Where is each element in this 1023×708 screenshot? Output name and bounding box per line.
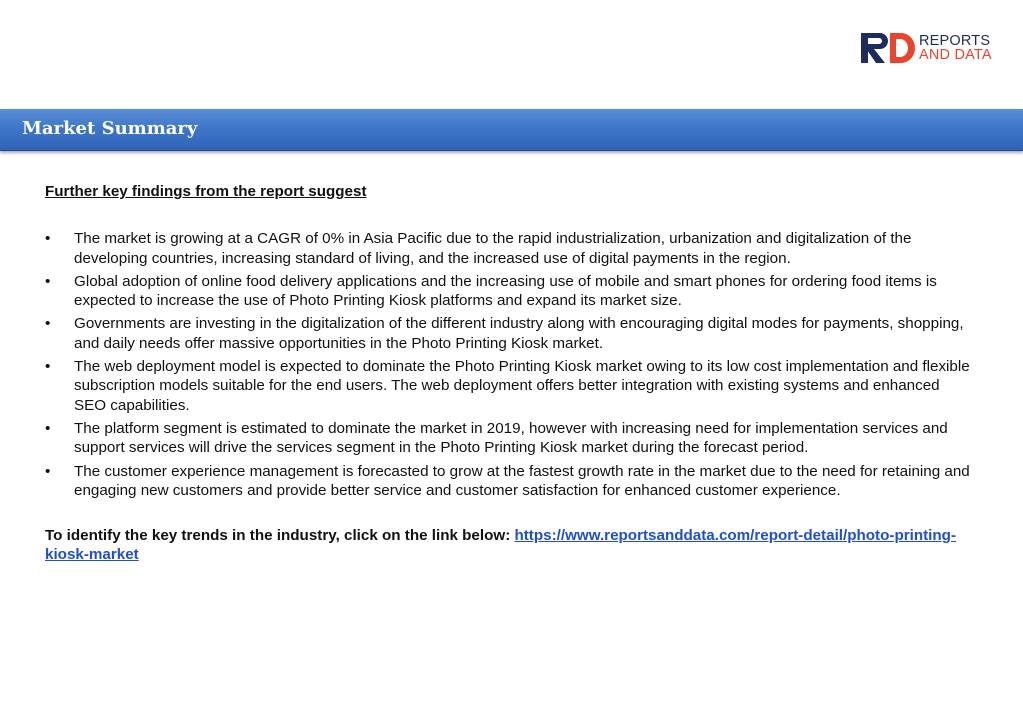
bullet-icon: •: [45, 230, 51, 248]
bullet-icon: •: [45, 358, 51, 376]
section-banner: [0, 109, 1023, 151]
finding-text: The customer experience management is forecasted to grow at the fastest growth rate in the market due to the need for retaining and engaging new customers and provide better service and customer satisfaction for enhanced customer experience.: [74, 462, 970, 499]
finding-text: Governments are investing in the digitalization of the different industry along with encouraging digital modes for payments, shopping, and daily needs offer massive opportunities in the Photo Printing Kiosk market.: [74, 315, 964, 352]
findings-list: [45, 229, 975, 500]
list-item: [45, 229, 975, 268]
report-link[interactable]: https://www.reportsanddata.com/report-detail/photo-printing-kiosk-market: [45, 527, 957, 564]
bullet-icon: •: [45, 419, 51, 437]
list-item: [45, 272, 975, 311]
logo-line-reports: REPORTS: [919, 33, 991, 49]
list-item: [45, 314, 975, 353]
list-item: [45, 462, 975, 501]
logo-line-and-data: AND DATA: [919, 47, 992, 63]
findings-subheading: Further key findings from the report suggest: [45, 183, 367, 200]
finding-text: The platform segment is estimated to dominate the market in 2019, however with increasing need for implementation services and support services will drive the services segment in the Photo Printing Kiosk market during the forecast period.: [74, 419, 948, 457]
cta-text: To identify the key trends in the industry, click on the link below:: [45, 527, 515, 545]
page-title: Market Summary: [22, 118, 198, 139]
finding-text: The web deployment model is expected to dominate the Photo Printing Kiosk market owing to its low cost implementation and flexible subscription models suitable for the end users. The web deployment offers better integration with existing systems and enhanced SEO capabilities.: [74, 358, 970, 414]
bullet-icon: •: [45, 272, 51, 290]
call-to-action: [45, 526, 975, 565]
logo-text: [919, 34, 992, 62]
list-item: [45, 357, 975, 415]
finding-text: The market is growing at a CAGR of 0% in Asia Pacific due to the rapid industrialization, urbanization and digitalization of the developing countries, increasing standard of living, and the increased use of digital payments in the region.: [74, 230, 912, 267]
market-summary-content: [45, 182, 975, 580]
reports-and-data-logo: [861, 32, 992, 64]
rd-logo-mark-icon: [861, 33, 915, 63]
finding-text: Global adoption of online food delivery applications and the increasing use of mobile and smart phones for ordering food items is expected to increase the use of Photo Printing Kiosk platforms and expand its market size.: [74, 272, 937, 310]
bullet-icon: •: [45, 315, 51, 333]
list-item: [45, 419, 975, 458]
bullet-icon: •: [45, 462, 51, 480]
